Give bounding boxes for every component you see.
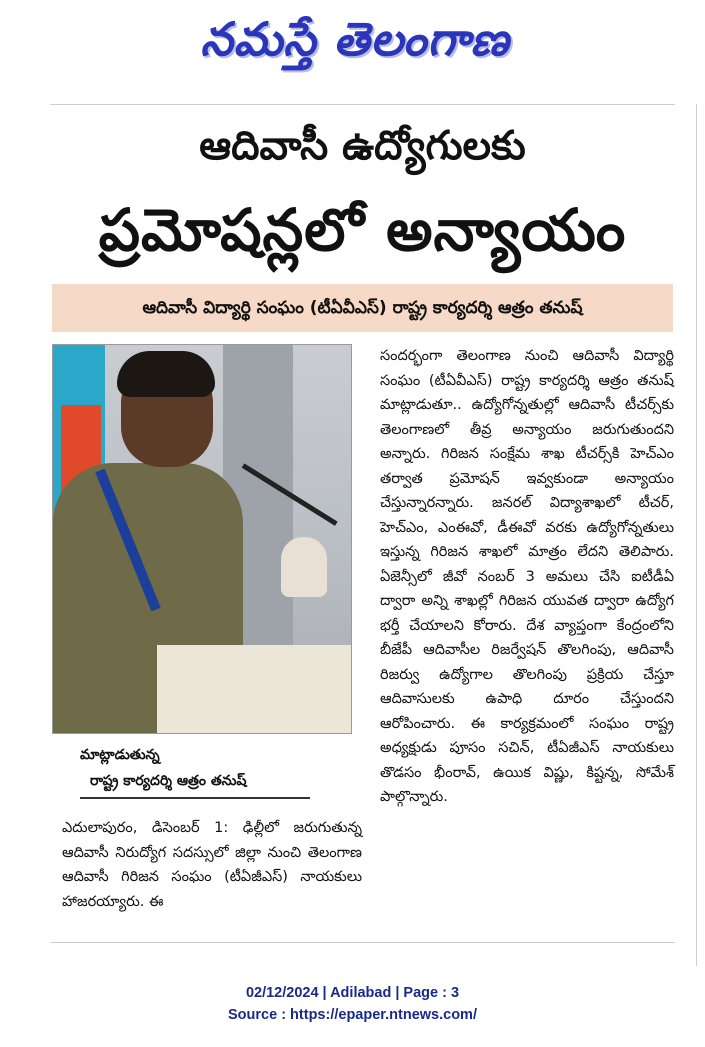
- footer-source-link[interactable]: Source : https://epaper.ntnews.com/: [228, 1007, 477, 1023]
- newspaper-masthead: నమస్తే తెలంగాణ: [200, 12, 510, 66]
- article-clipping: [50, 104, 675, 949]
- article-body-right-column: [380, 344, 674, 810]
- body-text-left: ఎదులాపురం, డిసెంబర్ 1: ఢిల్లీలో జరుగుతున్న ఆదివాసీ నిరుద్యోగ సదస్సులో జిల్లా నుంచి తెలంగాణ ఆదివాసీ గిరిజన సంఘం (టీఏజీఎస్) నాయకులు హాజరయ్యారు. ఈ: [62, 820, 362, 910]
- headline-line-2: ప్రమోషన్లలో అన్యాయం: [98, 196, 627, 264]
- footer-date-edition: 02/12/2024 | Adilabad | Page : 3: [245, 985, 460, 1001]
- source-footer: [0, 982, 705, 1026]
- audience-figure: [281, 537, 327, 597]
- photo-caption: [80, 742, 320, 796]
- headline-line-1: ఆదివాసీ ఉద్యోగులకు: [199, 123, 526, 169]
- bottom-divider: [50, 942, 675, 943]
- top-divider: [50, 104, 675, 105]
- podium: [157, 645, 351, 733]
- subheadline: ఆదివాసీ విద్యార్థి సంఘం (టీఏవీఎస్) రాష్ట్ర కార్యదర్శి ఆత్రం తనుష్: [52, 284, 673, 332]
- caption-underline: [80, 797, 310, 799]
- photo-caption-line-2: రాష్ట్ర కార్యదర్శి ఆత్రం తనుష్: [90, 773, 247, 789]
- body-text-right: సందర్భంగా తెలంగాణ నుంచి ఆదివాసీ విద్యార్థి సంఘం (టీఏవీఎస్) రాష్ట్ర కార్యదర్శి ఆత్రం తనుష్ మాట్లాడుతూ.. ఉద్యోగోన్నతుల్లో ఆదివాసీ టీచర్స్‌కు తెలంగాణలో తీవ్ర అన్యాయం జరుగుతుందని అన్నారు. గిరిజన సంక్షేమ శాఖ టీచర్స్‌కి హెచ్‌ఎం తర్వాత ప్రమోషన్ ఇవ్వకుండా అన్యాయం చేస్తున్నారన్నారు. జనరల్ విద్యాశాఖలో టీచర్, హెచ్‌ఎం, ఎంఈవో, డీఈవో వరకు ఉద్యోగోన్నతులు ఇస్తున్న గిరిజన శాఖలో మాత్రం లేదని తెలిపారు. ఏజెన్సీలో జీవో నంబర్ 3 అమలు చేసి ఐటీడీఏ ద్వారా అన్ని శాఖల్లో గిరిజన యువత ద్వారా ఉద్యోగ భర్తీ చేయాలని కోరారు. దేశ వ్యాప్తంగా కేంద్రంలోని బీజేపీ ఆదివాసీల రిజర్వేషన్ తొలగింపు, ఆదివాసీ రిజర్వు ఉద్యోగాల తొలగింపు ప్రక్రియ చేస్తూ ఆదివాసులకు ఉపాధి దూరం చేస్తుందని ఆరోపించారు. ఈ కార్యక్రమంలో సంఘం రాష్ట్ర అధ్యక్షుడు పూసం సచిన్, టీఏజీఎస్ నాయకులు తొడసం భీంరావ్, ఉయిక విష్ణు, కిష్టన్న, సోమేశ్ పాల్గొన్నారు.: [380, 348, 674, 805]
- photo-caption-line-1: మాట్లాడుతున్న: [80, 747, 160, 763]
- right-divider: [696, 104, 697, 966]
- speaker-photo: [52, 344, 352, 734]
- article-body-left-column: [62, 816, 362, 914]
